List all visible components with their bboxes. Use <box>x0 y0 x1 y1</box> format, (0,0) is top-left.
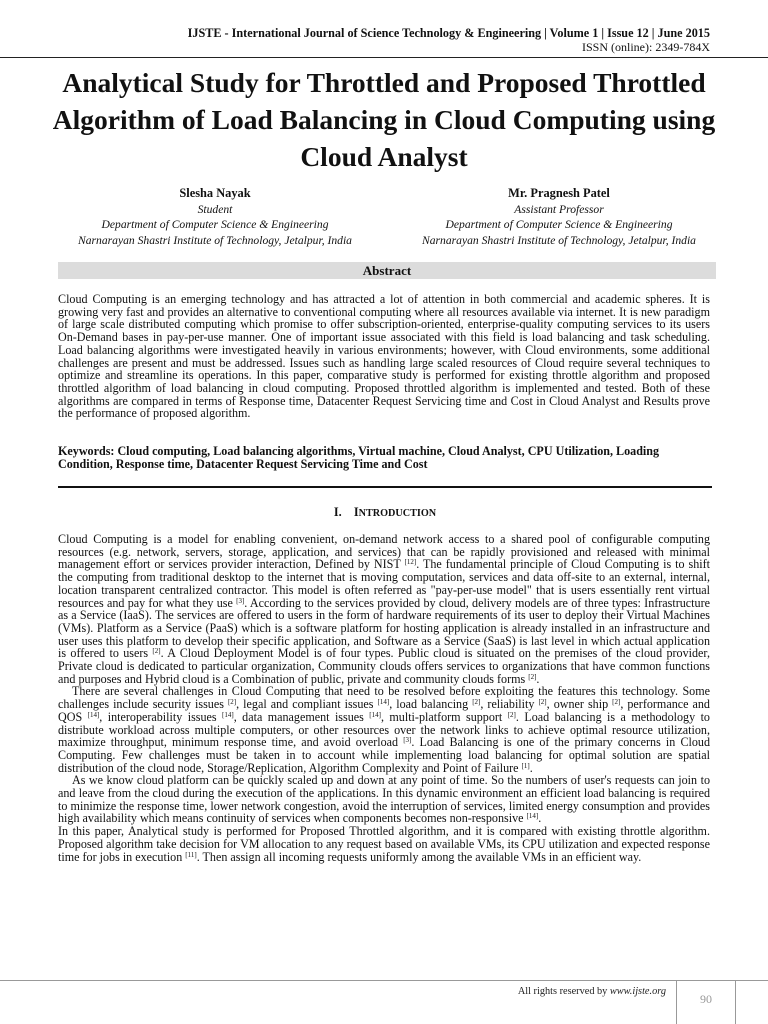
citation: [2] <box>528 672 537 681</box>
citation: [2] <box>472 698 481 707</box>
section-title-rest: NTRODUCTION <box>358 508 437 519</box>
text-run: , owner ship <box>546 697 613 712</box>
abstract-text: Cloud Computing is an emerging technology and has attracted a lot of attention in both commercial and academic spheres. It is growing very fast and provides an alternative to conventional computing where all resources available via internet. It is new paradigm of large scale distributed computing which promise to offer subscription-oriented, enterprise-quality computing services to its users On-Demand bases in pay-per-use manner. One of important issue associated with this field is load balancing and task scheduling. Load balancing algorithms were investigated heavily in various environments; however, with Cloud environments, some additional challenges are present and must be addressed. Issues such as handling large scaled resources of Cloud require several techniques to optimize and streamline its operations. In this paper, comparative study is performed for existing throttle algorithm and proposed throttled algorithm of load balancing in cloud computing. Proposed throttled algorithm is implemented and tested. Both of these algorithms are compared in terms of Response time, Datacenter Request Servicing time and Cost in Cloud Analyst and Results prove the performance of proposed algorithm. <box>58 292 710 421</box>
author-name: Slesha Nayak <box>179 186 251 200</box>
paragraph-2 <box>58 685 710 774</box>
text-run: , interoperability issues <box>99 709 223 724</box>
author-block-2 <box>384 186 734 248</box>
citation: [3] <box>403 736 412 745</box>
text-run: , performance and QOS <box>58 697 710 724</box>
paragraph-3 <box>58 774 710 825</box>
footer-rights <box>430 986 666 997</box>
author-role: Student <box>197 202 233 216</box>
author-block-1 <box>40 186 390 248</box>
header-rule <box>0 57 768 58</box>
citation: [1] <box>521 761 530 770</box>
text-run: As we know cloud platform can be quickly scaled up and down at any point of time. So the numbers of user's requests can join to and leave from the cloud during the execution of the applications. In this dynamic environment an efficient load balancing is required to minimize the response time, lower network congestion, avoid the interruption of services, limited energy consumption and provides high availability which means continuity of services when components becomes non-responsive <box>58 773 710 826</box>
author-department: Department of Computer Science & Engineering <box>445 218 673 231</box>
text-run: There are several challenges in Cloud Computing that need to be resolved before exploiting the features this technology. Some challenges include security issues <box>58 684 710 712</box>
section-title-initial: I <box>353 505 359 519</box>
paragraph-4 <box>58 825 710 863</box>
text-run: . The fundamental principle of Cloud Computing is to shift the computing from traditional desktop to the internet that is moving computation, services and data off-site to an external, internal, location transparent centralized contractor. This model is often referred as "pay-per-use model" that is users essentially rent virtual resources and pay for what they use <box>58 557 710 610</box>
journal-header <box>0 26 710 54</box>
text-run: . Load balancing is a methodology to distribute workload across multiple computers, or other resources over the network links to achieve optimal resource utilization, maximize throughput, minimum response time, and avoid overload <box>58 709 710 750</box>
paragraph-1 <box>58 533 710 685</box>
text-run: . <box>538 811 542 826</box>
section-divider <box>58 486 712 488</box>
citation: [14] <box>526 812 539 821</box>
text-run: In this paper, Analytical study is performed for Proposed Throttled algorithm, and it is compared with existing throttle algorithm. Proposed algorithm take decision for VM allocation to any request based on available VMs, its CPU utilization and expected response time for jobs in execution <box>58 824 710 864</box>
text-run: . Then assign all incoming requests uniformly among the available VMs in an efficient way. <box>196 849 642 864</box>
citation: [3] <box>236 596 245 605</box>
page-number: 90 <box>676 981 736 1024</box>
text-run: , reliability <box>480 697 539 712</box>
text-run: , load balancing <box>389 697 473 712</box>
author-name: Mr. Pragnesh Patel <box>508 186 610 200</box>
section-number: I. <box>333 505 342 519</box>
text-run: . A Cloud Deployment Model is of four types. Public cloud is situated on the premises of the cloud provider, Private cloud is dedicated to particular organization, Community clouds offers services to organizations that have common functions and purposes and Hybrid cloud is a Combination of public, private and community clouds forms <box>58 646 710 686</box>
author-department: Department of Computer Science & Engineering <box>101 218 329 231</box>
citation: [14] <box>377 698 390 707</box>
paper-title: Analytical Study for Throttled and Proposed Throttled Algorithm of Load Balancing in Cloud Computing using Cloud Analyst <box>52 67 716 172</box>
citation: [2] <box>152 647 161 656</box>
author-role: Assistant Professor <box>514 202 604 216</box>
citation: [14] <box>87 710 100 719</box>
text-run: . Load Balancing is one of the primary concerns in Cloud Computing. Few challenges must be taken in to account while implementing load balancing for optimal solution are spatial distribution of the cloud node, Storage/Replication, Algorithm Complexity and Point of Failure <box>58 735 711 775</box>
text-run: . <box>529 760 533 775</box>
text-run: Cloud Computing is a model for enabling convenient, on-demand network access to a shared pool of configurable computing resources (e.g. network, servers, storage, application, and services) that can be rapidly provisioned and released with minimal management effort or services provider interaction, Defined by NIST <box>58 532 710 572</box>
citation: [2] <box>507 710 516 719</box>
citation: [2] <box>612 698 621 707</box>
text-run: , data management issues <box>233 709 370 724</box>
citation: [11] <box>185 850 197 859</box>
text-run: , multi-platform support <box>380 709 508 724</box>
journal-issn: ISSN (online): 2349-784X <box>582 40 710 54</box>
author-institute: Narnarayan Shastri Institute of Technology, Jetalpur, India <box>422 233 696 247</box>
citation: [14] <box>369 710 381 719</box>
citation: [12] <box>404 558 417 567</box>
citation: [14] <box>222 710 234 719</box>
citation: [2] <box>227 698 237 707</box>
keywords: Keywords: Cloud computing, Load balancing algorithms, Virtual machine, Cloud Analyst, CPU Utilization, Loading Condition, Response time, Datacenter Request Servicing Time and Cost <box>58 444 660 471</box>
footer-rule <box>0 980 768 981</box>
text-run: . <box>536 671 540 686</box>
section-heading-introduction <box>58 505 712 520</box>
citation: [2] <box>538 698 547 707</box>
introduction-body <box>58 533 710 863</box>
rights-text: All rights reserved by <box>517 986 610 997</box>
author-institute: Narnarayan Shastri Institute of Technology, Jetalpur, India <box>78 233 352 247</box>
journal-site-link[interactable]: www.ijste.org <box>609 986 666 997</box>
abstract-heading: Abstract <box>58 262 716 279</box>
text-run: . According to the services provided by cloud, delivery models are of three types: Infrastructure as a Service (IaaS). The services are offered to users in the form of hardware requirements of its user to deploy their Virtual Machines (VMs). Platform as a Service (PaaS) which is a software platform for hosting application is already installed in an infrastructure and user uses this platform to develop their specific application, and Software as a Service (SaaS) is last level in which actual application is offered to users <box>58 595 710 661</box>
text-run: , legal and compliant issues <box>236 697 378 712</box>
journal-citation: IJSTE - International Journal of Science Technology & Engineering | Volume 1 | Issue 12 | June 2015 <box>187 26 710 40</box>
